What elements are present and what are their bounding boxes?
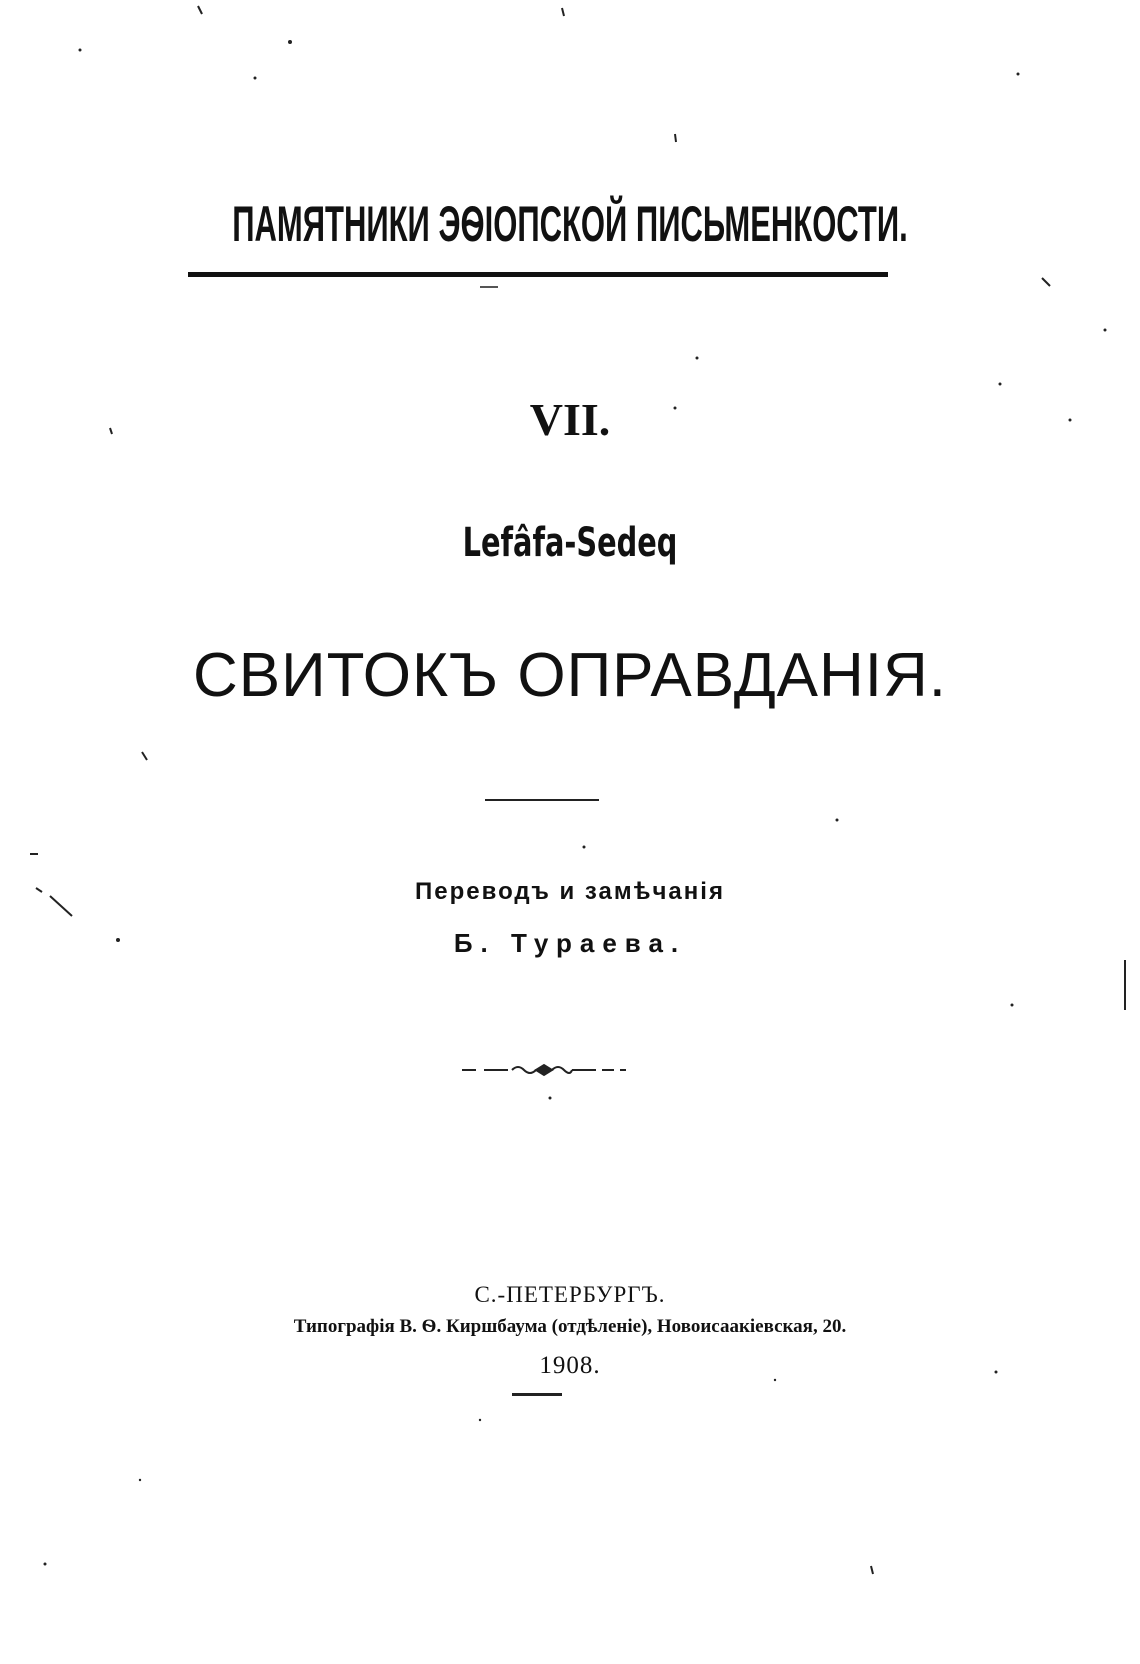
short-divider-rule [485,799,599,801]
volume-number: VII. [529,394,611,445]
imprint-printer: Типографiя В. Ѳ. Киршбаума (отдѣленiе), Новоисаакiевская, 20. [293,1316,847,1337]
small-dash-rule [480,286,498,288]
series-title: ПАМЯТНИКИ ЭѲIОПСКОЙ ПИСЬМЕНКОСТИ. [232,196,908,252]
imprint-year: 1908. [539,1352,601,1379]
latin-title: Lefâfa-Sedeq [462,520,678,566]
subtitle: Переводъ и замѣчанiя [415,878,725,905]
ornament-divider [0,1056,1140,1086]
main-title: СВИТОКЪ ОПРАВДАНIЯ. [192,641,948,710]
year-underline-rule [512,1393,562,1396]
imprint-city: С.-ПЕТЕРБУРГЪ. [474,1282,666,1307]
title-underline-rule [188,272,888,277]
author-name: Б. Тураева. [453,928,687,958]
